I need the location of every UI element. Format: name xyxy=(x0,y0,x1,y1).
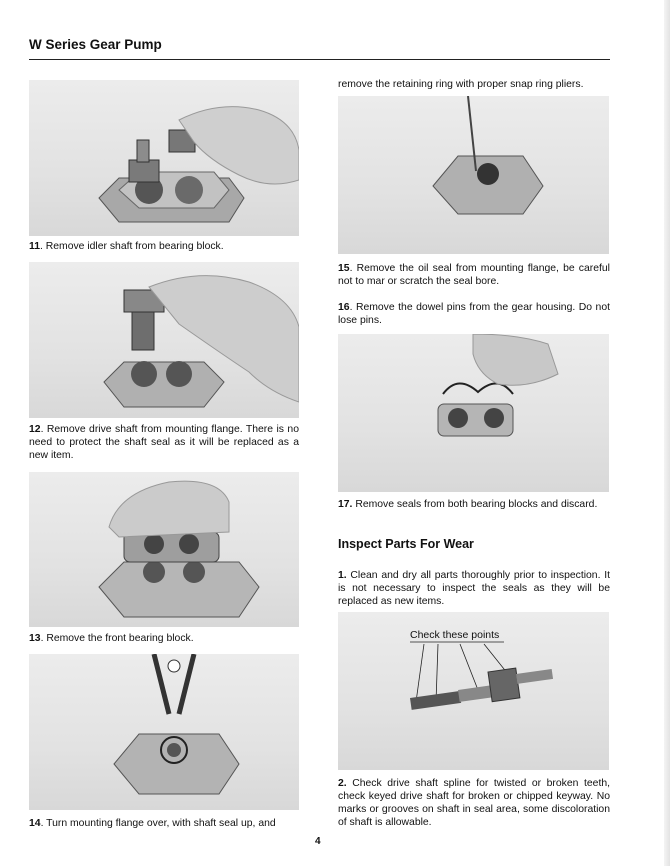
caption-inspect-2: 2. Check drive shaft spline for twisted or broken teeth, check keyed drive shaft for broken or chipped keyway. No marks or grooves on shaft in seal area, some discoloration of shaft is allowable. xyxy=(338,778,610,828)
caption-inspect-1: 1. Clean and dry all parts thoroughly prior to inspection. It is not necessary to inspect the seals as they will be replaced as new items. xyxy=(338,570,610,607)
caption-step-13: 13. Remove the front bearing block. xyxy=(29,633,194,644)
photo-step-17 xyxy=(338,334,609,492)
photo-step-11 xyxy=(29,80,299,236)
caption-step-16: 16. Remove the dowel pins from the gear housing. Do not lose pins. xyxy=(338,302,610,326)
caption-step-12: 12. Remove drive shaft from mounting flange. There is no need to protect the shaft seal as it will be replaced as a new item. xyxy=(29,424,299,461)
document-header: W Series Gear Pump xyxy=(29,37,162,52)
section-title-inspect: Inspect Parts For Wear xyxy=(338,537,474,551)
page-number: 4 xyxy=(315,836,321,847)
caption-step-14-continued: remove the retaining ring with proper snap ring pliers. xyxy=(338,79,584,90)
caption-step-14: 14. Turn mounting flange over, with shaft seal up, and xyxy=(29,818,276,829)
caption-step-17: 17. Remove seals from both bearing blocks and discard. xyxy=(338,499,598,510)
photo-step-14 xyxy=(29,654,299,810)
photo-step-12 xyxy=(29,262,299,418)
photo-step-13 xyxy=(29,472,299,627)
page-edge-shadow xyxy=(664,0,670,866)
caption-step-11: 11. Remove idler shaft from bearing block. xyxy=(29,241,224,252)
photo-drive-shaft xyxy=(338,612,609,770)
callout-label: Check these points xyxy=(410,629,500,641)
photo-step-15 xyxy=(338,96,609,254)
caption-step-15: 15. Remove the oil seal from mounting flange, be careful not to mar or scratch the seal bore. xyxy=(338,263,610,287)
header-rule xyxy=(29,59,610,60)
